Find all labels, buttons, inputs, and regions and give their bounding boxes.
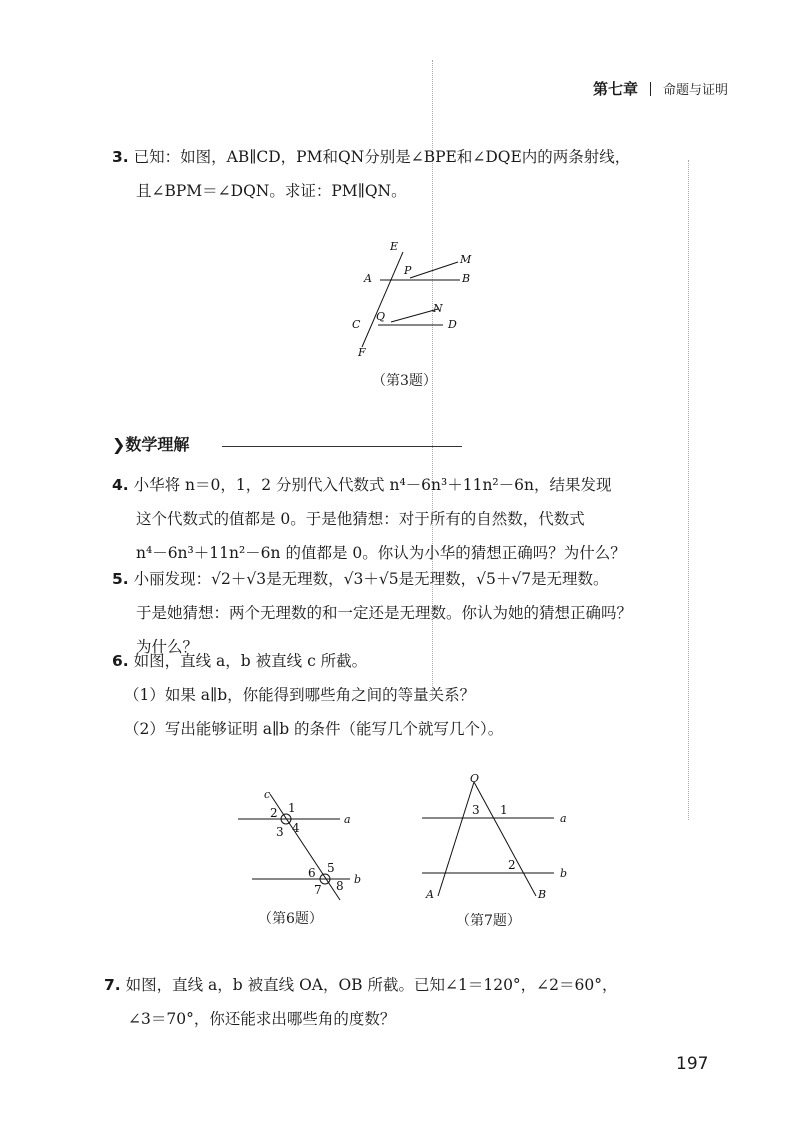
figure-6: [232, 786, 372, 904]
angle-7: 7: [314, 883, 322, 897]
label-a: A: [364, 272, 372, 285]
question-number: 3.: [112, 148, 129, 166]
question-text: 于是她猜想：两个无理数的和一定还是无理数。你认为她的猜想正确吗？: [136, 604, 633, 622]
scan-artifact-line: [688, 160, 689, 820]
label-a: a: [344, 813, 351, 826]
label-b: B: [462, 272, 471, 285]
question-text: 小丽发现：√2＋√3是无理数，√3＋√5是无理数，√5＋√7是无理数。: [133, 570, 609, 588]
angle-3: 3: [472, 803, 480, 817]
question-number: 7.: [104, 976, 121, 994]
angle-5: 5: [327, 861, 335, 875]
label-a: a: [560, 812, 567, 825]
label-c: c: [264, 788, 271, 801]
section-title: 数学理解: [125, 435, 190, 454]
sub-question-1: （1）如果 a∥b，你能得到哪些角之间的等量关系？: [124, 686, 476, 704]
label-c: C: [352, 318, 361, 331]
label-e: E: [390, 240, 399, 253]
question-text: 小华将 n＝0，1，2 分别代入代数式 n⁴－6n³＋11n²－6n，结果发现: [133, 476, 612, 494]
angle-2: 2: [508, 858, 516, 872]
question-number: 5.: [112, 570, 129, 588]
question-number: 4.: [112, 476, 129, 494]
chevron-right-icon: ❯: [112, 435, 126, 454]
question-number: 6.: [112, 652, 129, 670]
angle-1: 1: [288, 801, 296, 815]
chapter-header: [593, 78, 728, 99]
line-oa: [438, 782, 474, 896]
question-text: 这个代数式的值都是 0。于是他猜想：对于所有的自然数，代数式: [136, 510, 585, 528]
question-text: 且∠BPM＝∠DQN。求证：PM∥QN。: [136, 182, 407, 200]
chapter-title: 命题与证明: [662, 83, 728, 98]
question-7: [104, 968, 618, 1036]
page-number: 197: [676, 1054, 709, 1074]
question-text: 已知：如图，AB∥CD，PM和QN分别是∠BPE和∠DQE内的两条射线，: [133, 148, 631, 166]
section-rule: [222, 446, 462, 447]
section-heading: [112, 432, 189, 455]
question-text: 如图，直线 a，b 被直线 OA，OB 所截。已知∠1＝120°，∠2＝60°，: [125, 976, 618, 994]
question-text: 如图，直线 a，b 被直线 c 所截。: [133, 652, 368, 670]
label-n: N: [433, 302, 443, 315]
header-separator: [650, 82, 651, 96]
question-text: n⁴－6n³＋11n²－6n 的值都是 0。你认为小华的猜想正确吗？为什么？: [136, 544, 626, 562]
ray-pm: [410, 262, 458, 278]
label-p: P: [404, 264, 412, 277]
angle-4: 4: [292, 821, 300, 835]
angle-1: 1: [500, 803, 508, 817]
figure-7: [418, 770, 578, 904]
label-q: Q: [376, 310, 386, 323]
figure-3-caption: （第3题）: [372, 373, 437, 389]
line-ef: [362, 252, 403, 347]
angle-2: 2: [270, 806, 278, 820]
line-c: [270, 794, 340, 900]
ray-qn: [391, 309, 438, 322]
figure-3: [340, 232, 480, 362]
line-ob: [474, 782, 536, 896]
question-text: ∠3＝70°，你还能求出哪些角的度数？: [128, 1010, 396, 1028]
sub-question-2: （2）写出能够证明 a∥b 的条件（能写几个就写几个）。: [124, 720, 504, 738]
label-m: M: [460, 253, 472, 266]
label-d: D: [448, 318, 457, 331]
label-b: b: [354, 873, 362, 886]
angle-6: 6: [308, 866, 316, 880]
angle-3: 3: [276, 825, 284, 839]
figure-7-caption: （第7题）: [456, 913, 521, 929]
label-f: F: [358, 346, 366, 359]
question-6: [112, 644, 503, 746]
question-3: [112, 140, 630, 208]
figure-6-caption: （第6题）: [258, 911, 323, 927]
label-B: B: [538, 888, 547, 901]
question-4: [112, 468, 626, 570]
question-text: 为什么？: [136, 638, 199, 656]
angle-8: 8: [336, 879, 344, 893]
label-o: O: [470, 772, 480, 785]
chapter-number: 第七章: [592, 80, 638, 98]
label-b: b: [560, 867, 568, 880]
label-A: A: [426, 888, 434, 901]
